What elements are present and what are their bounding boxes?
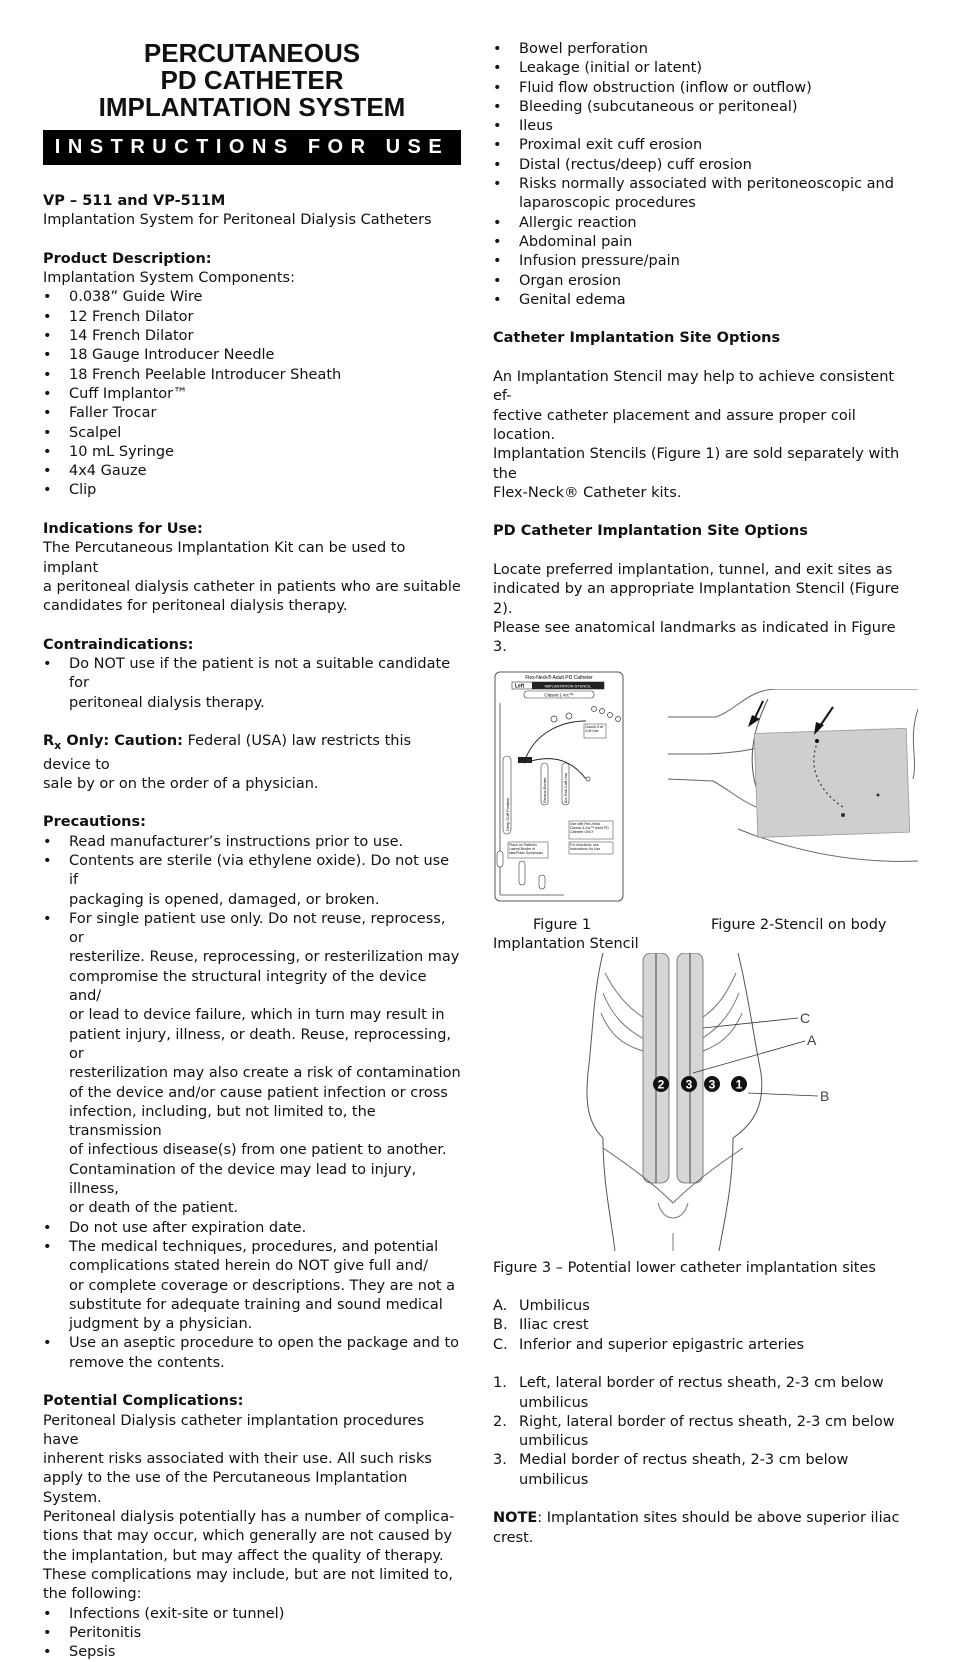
- complications-line: inherent risks associated with their use. All such risks: [43, 1451, 432, 1468]
- stencil-cuff-mark: [518, 757, 532, 763]
- left-column: [43, 0, 461, 1662]
- stencil-tab: [539, 875, 545, 889]
- list-item: • Cuff Implantor™: [43, 385, 461, 404]
- model-heading: VP – 511 and VP-511M: [43, 193, 226, 209]
- site-options-line: Implantation Stencils (Figure 1) are sold separately with the: [493, 446, 900, 482]
- stencil-note-wrap: [569, 821, 613, 839]
- complications-line: the following:: [43, 1586, 142, 1603]
- list-item: [43, 655, 461, 713]
- list-item-line: patient injury, illness, or death. Reuse, reprocessing, or: [69, 1026, 452, 1062]
- anatomy-figure: [493, 953, 853, 1251]
- rx-text: Federal (USA) law restricts this device to: [43, 733, 412, 773]
- rx-r: R: [43, 733, 55, 750]
- list-item: • 18 French Peelable Introducer Sheath: [43, 366, 461, 385]
- arrow-head: [748, 715, 760, 727]
- label-leader: [703, 1018, 798, 1028]
- list-item: • Infusion pressure/pain: [493, 252, 913, 271]
- list-item-line: Do not use after expiration date.: [69, 1219, 307, 1236]
- list-item: • Sepsis: [43, 1643, 461, 1662]
- rx-symbol: [43, 733, 62, 753]
- complications-line: the implantation, but may affect the quality of therapy.: [43, 1547, 444, 1564]
- label-c: C: [800, 1009, 811, 1026]
- list-item: • Proximal exit cuff erosion: [493, 136, 913, 155]
- list-item-text: Left, lateral border of rectus sheath, 2-3 cm below: [519, 1375, 884, 1392]
- list-item: • Abdominal pain: [493, 233, 913, 252]
- list-item: • Clip: [43, 481, 461, 500]
- list-item: • Infections (exit-site or tunnel): [43, 1605, 461, 1624]
- stencil-note: Classic Exit Cuff Use: [585, 724, 604, 733]
- list-item: [493, 1297, 913, 1316]
- list-item-line: Read manufacturer’s instructions prior to use.: [69, 833, 404, 850]
- list-item-line: of the device and/or cause patient infection or cross: [69, 1084, 448, 1101]
- list-item: [43, 1238, 461, 1334]
- list-item-line: For single patient use only. Do not reuse, reprocess, or: [69, 910, 446, 947]
- list-item: [493, 175, 913, 214]
- body-outline: [913, 709, 918, 779]
- list-item: [43, 910, 461, 1219]
- figures-1-2: [493, 671, 913, 916]
- list-item-line: Contents are sterile (via ethylene oxide). Do not use if: [69, 852, 450, 889]
- list-item: • 12 French Dilator: [43, 308, 461, 327]
- list-item-line: remove the contents.: [69, 1354, 225, 1371]
- list-item: [43, 1219, 461, 1238]
- list-item: [493, 1413, 913, 1452]
- body-outline: [668, 779, 756, 807]
- right-column: [493, 40, 913, 1548]
- stencil-vlabel: Deep Cuff Position: [505, 797, 510, 831]
- rib: [703, 1013, 742, 1051]
- list-item-line: Do NOT use if the patient is not a suitable candidate for: [69, 656, 451, 692]
- list-item-line: laparoscopic procedures: [519, 195, 696, 212]
- site-label-3: 3: [708, 1077, 716, 1091]
- list-item: • Peritonitis: [43, 1624, 461, 1643]
- list-item: • 18 Gauge Introducer Needle: [43, 346, 461, 365]
- stencil-mark: [877, 793, 880, 796]
- note-label: NOTE: [493, 1510, 538, 1527]
- product-description-intro: Implantation System Components:: [43, 270, 295, 287]
- stencil-tab: [497, 851, 503, 867]
- stencil-band-text: IMPLANTATION STENCIL: [544, 683, 592, 688]
- list-item: [43, 833, 461, 852]
- site-label-2: 2: [657, 1077, 665, 1091]
- instructions-for-use-banner: INSTRUCTIONS FOR USE: [43, 130, 461, 165]
- list-item: [493, 1451, 913, 1490]
- list-item-line: resterilization may also create a risk of contamination: [69, 1065, 461, 1082]
- note: [493, 1509, 913, 1528]
- list-marker: B.: [493, 1317, 508, 1334]
- torso-outline: [587, 953, 603, 1138]
- list-item: [493, 1336, 913, 1355]
- title-line: PERCUTANEOUS: [143, 38, 361, 68]
- contraindications-heading: Contraindications:: [43, 636, 194, 653]
- list-item-line: substitute for adequate training and sound medical: [69, 1296, 443, 1313]
- list-item: • Ileus: [493, 117, 913, 136]
- list-marker: A.: [493, 1298, 508, 1315]
- complications-line: Peritoneal Dialysis catheter implantation procedures have: [43, 1412, 425, 1448]
- list-item: • Leakage (initial or latent): [493, 59, 913, 78]
- stencil-note: For directions, see Instructions for Use: [570, 842, 601, 851]
- list-item-line: Contamination of the device may lead to injury, illness,: [69, 1161, 417, 1198]
- list-item-text: Inferior and superior epigastric arteries: [519, 1336, 805, 1353]
- site-label-1: 1: [735, 1077, 743, 1091]
- list-marker: 2.: [493, 1413, 507, 1430]
- list-item: • Faller Trocar: [43, 404, 461, 423]
- indications-heading: Indications for Use:: [43, 521, 203, 538]
- list-item: • Bowel perforation: [493, 40, 913, 59]
- stencil-note-wrap: [508, 842, 548, 858]
- figure-1-caption: Figure 1: [533, 916, 592, 933]
- label-leader: [693, 1041, 805, 1073]
- list-marker: C.: [493, 1336, 508, 1353]
- list-item: • Bleeding (subcutaneous or peritoneal): [493, 98, 913, 117]
- landmarks-letter-list: [493, 1297, 913, 1355]
- stencil-tabs: Classic | Arc™: [544, 692, 574, 697]
- site-options-line: Flex-Neck® Catheter kits.: [493, 484, 682, 501]
- stencil-mark: [815, 739, 819, 743]
- precautions-heading: Precautions:: [43, 814, 146, 831]
- list-item: [493, 1374, 913, 1413]
- list-item-text: Iliac crest: [519, 1317, 589, 1334]
- complications-heading: Potential Complications:: [43, 1393, 244, 1410]
- list-marker: 1.: [493, 1375, 507, 1392]
- figure-1-caption-line2: Implantation Stencil: [493, 935, 639, 952]
- complications-line: apply to the use of the Percutaneous Implantation System.: [43, 1470, 408, 1506]
- list-item-text: umbilicus: [519, 1433, 589, 1450]
- list-item-line: or death of the patient.: [69, 1200, 239, 1217]
- complications-line: These complications may include, but are not limited to,: [43, 1566, 453, 1583]
- label-a: A: [807, 1031, 817, 1048]
- precautions-list: [43, 833, 461, 1373]
- model-subtitle: Implantation System for Peritoneal Dialysis Catheters: [43, 212, 432, 229]
- document-title: [43, 40, 461, 121]
- body-outline: [668, 689, 918, 717]
- list-item-line: or complete coverage or descriptions. They are not a: [69, 1277, 455, 1294]
- pd-site-options-line: indicated by an appropriate Implantation Stencil (Figure 2).: [493, 581, 900, 617]
- body-outline: [668, 747, 760, 754]
- list-item: • 14 French Dilator: [43, 327, 461, 346]
- list-item-line: The medical techniques, procedures, and potential: [69, 1238, 439, 1255]
- list-item: • 10 mL Syringe: [43, 443, 461, 462]
- figure-3-caption: Figure 3 – Potential lower catheter implantation sites: [493, 1259, 876, 1276]
- stencil-note-wrap: [569, 842, 613, 854]
- list-marker: 3.: [493, 1452, 507, 1469]
- stencil-header: Flex-Neck® Adult PD Catheter: [525, 674, 593, 681]
- complications-line: Peritoneal dialysis potentially has a number of complica-: [43, 1509, 455, 1526]
- stencil-vlabel: Rectus Border: [542, 776, 547, 803]
- site-options-line: An Implantation Stencil may help to achieve consistent ef-: [493, 369, 895, 405]
- figure-3: [493, 953, 913, 1251]
- title-line: IMPLANTATION SYSTEM: [98, 92, 406, 122]
- stencil-mark: [841, 813, 845, 817]
- pd-site-options-line: Locate preferred implantation, tunnel, and exit sites as: [493, 562, 893, 579]
- list-item: [493, 1316, 913, 1335]
- rib: [698, 993, 739, 1041]
- list-item: • Scalpel: [43, 424, 461, 443]
- rx-caution: [43, 732, 461, 774]
- pd-site-options-heading: PD Catheter Implantation Site Options: [493, 523, 808, 540]
- stencil-side: Left: [515, 683, 525, 689]
- list-item-line: of infectious disease(s) from one patient to another.: [69, 1142, 447, 1159]
- stencil-on-body: [754, 728, 910, 837]
- figure-2-caption: Figure 2-Stencil on body: [711, 916, 887, 933]
- label-leader: [748, 1093, 818, 1096]
- indications-line: a peritoneal dialysis catheter in patients who are suitable: [43, 578, 461, 595]
- list-item-line: packaging is opened, damaged, or broken.: [69, 891, 380, 908]
- stencil-on-body-figure: [668, 689, 918, 879]
- list-item-line: compromise the structural integrity of the device and/: [69, 968, 427, 1005]
- rx-text-line2: sale by or on the order of a physician.: [43, 775, 319, 792]
- stencil-outline: [495, 672, 623, 901]
- list-item-line: judgment by a physician.: [69, 1316, 253, 1333]
- pd-site-options-line: Please see anatomical landmarks as indicated in Figure 3.: [493, 619, 896, 656]
- rx-x: x: [54, 739, 62, 753]
- torso-outline: [733, 953, 762, 1138]
- stencil-tab: [519, 861, 525, 885]
- torso-outline: [719, 1138, 733, 1251]
- list-item-line: resterilize. Reuse, reprocessing, or resterilization may: [69, 949, 460, 966]
- indications-line: The Percutaneous Implantation Kit can be used to implant: [43, 540, 406, 576]
- list-item: • Allergic reaction: [493, 214, 913, 233]
- list-item-text: umbilicus: [519, 1394, 589, 1411]
- list-item: • 0.038” Guide Wire: [43, 288, 461, 307]
- stencil-note-wrap: [584, 724, 606, 738]
- stencil-note: Use with Flex-Neck Classic & Arc™ Adult PD Catheter ONLY: [570, 821, 609, 834]
- indications-line: candidates for peritoneal dialysis therapy.: [43, 598, 348, 615]
- list-item-line: peritoneal dialysis therapy.: [69, 694, 265, 711]
- list-item: • Distal (rectus/deep) cuff erosion: [493, 156, 913, 175]
- list-item-text: Umbilicus: [519, 1298, 590, 1315]
- title-line: PD CATHETER: [160, 65, 344, 95]
- list-item: • 4x4 Gauze: [43, 462, 461, 481]
- list-item: • Organ erosion: [493, 272, 913, 291]
- rib: [603, 993, 648, 1041]
- rx-label: Only: Caution:: [61, 733, 183, 750]
- components-list: [43, 288, 461, 500]
- list-item-line: Use an aseptic procedure to open the package and to: [69, 1335, 460, 1352]
- label-b: B: [820, 1087, 830, 1104]
- list-item-line: infection, including, but not limited to, the transmission: [69, 1103, 376, 1140]
- complications-line: tions that may occur, which generally are not caused by: [43, 1528, 453, 1545]
- site-label-3: 3: [685, 1077, 693, 1091]
- note-text: : Implantation sites should be above superior iliac: [537, 1510, 900, 1527]
- list-item-line: complications stated herein do NOT give full and/: [69, 1258, 428, 1275]
- complications-list: [43, 1605, 461, 1662]
- note-text-line2: crest.: [493, 1529, 534, 1546]
- site-options-line: fective catheter placement and assure proper coil location.: [493, 407, 856, 443]
- stencil-vlabel: Arc Exit Cuff Use: [563, 772, 568, 803]
- figure-captions: [493, 916, 913, 956]
- stencil-note: Place on Patient's Lateral Border of Iliac/Pubic Symphysis: [509, 842, 543, 855]
- landmarks-number-list: [493, 1374, 913, 1490]
- pubic-outline: [658, 1203, 688, 1218]
- product-description-heading: Product Description:: [43, 250, 212, 267]
- list-item: [43, 852, 461, 910]
- complications-list-continued: [493, 40, 913, 310]
- list-item-line: or lead to device failure, which in turn may result in: [69, 1007, 445, 1024]
- rib: [601, 1013, 643, 1051]
- list-item-text: Medial border of rectus sheath, 2-3 cm below umbilicus: [519, 1452, 849, 1488]
- list-item: [43, 1334, 461, 1373]
- implantation-stencil-figure: [494, 671, 624, 903]
- list-item-line: Risks normally associated with peritoneoscopic and: [519, 176, 894, 193]
- list-item: • Genital edema: [493, 291, 913, 310]
- contraindications-list: [43, 655, 461, 713]
- list-item-text: Right, lateral border of rectus sheath, 2-3 cm below: [519, 1413, 895, 1430]
- site-options-heading: Catheter Implantation Site Options: [493, 330, 781, 347]
- list-item: • Fluid flow obstruction (inflow or outflow): [493, 79, 913, 98]
